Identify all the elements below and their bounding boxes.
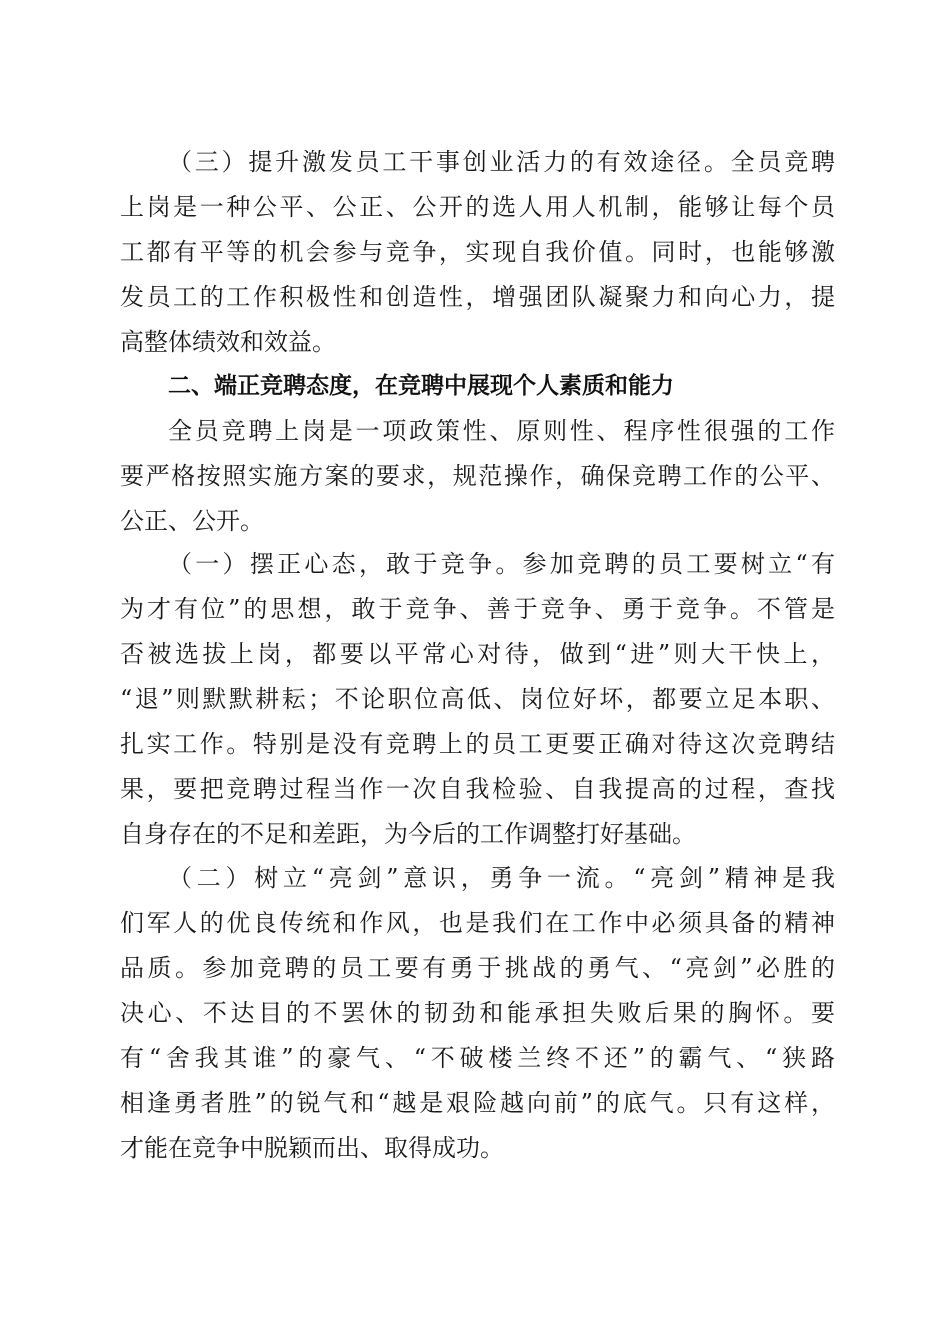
paragraph-2-line-5: 有“舍我其谁”的豪气、“不破楼兰终不还”的霸气、“狭路 — [120, 1044, 835, 1072]
paragraph-2-line-7: 才能在竞争中脱颖而出、取得成功。 — [120, 1134, 504, 1162]
paragraph-1-line-6: 果，要把竞聘过程当作一次自我检验、自我提高的过程，查找 — [120, 775, 835, 803]
paragraph-1-line-3: 否被选拔上岗，都要以平常心对待，做到“进”则大干快上， — [120, 640, 835, 668]
paragraph-3-line-2: 上岗是一种公平、公正、公开的选人用人机制，能够让每个员 — [120, 193, 835, 221]
intro-line-1: 全员竞聘上岗是一项政策性、原则性、程序性很强的工作 — [168, 417, 835, 445]
paragraph-2-line-3: 品质。参加竞聘的员工要有勇于挑战的勇气、“亮剑”必胜的 — [120, 954, 835, 982]
paragraph-2-line-2: 们军人的优良传统和作风，也是我们在工作中必须具备的精神 — [120, 909, 835, 937]
paragraph-2-line-6: 相逢勇者胜”的锐气和“越是艰险越向前”的底气。只有这样， — [120, 1089, 835, 1117]
paragraph-1-line-2: 为才有位”的思想，敢于竞争、善于竞争、勇于竞争。不管是 — [120, 595, 835, 623]
paragraph-1-line-5: 扎实工作。特别是没有竞聘上的员工更要正确对待这次竞聘结 — [120, 730, 835, 758]
paragraph-1-line-1: （一）摆正心态，敢于竞争。参加竞聘的员工要树立“有 — [168, 550, 835, 578]
intro-line-2: 要严格按照实施方案的要求，规范操作，确保竞聘工作的公平、 — [120, 462, 835, 490]
intro-line-3: 公正、公开。 — [120, 507, 264, 535]
section-heading: 二、端正竞聘态度，在竞聘中展现个人素质和能力 — [168, 373, 674, 399]
paragraph-1-line-7: 自身存在的不足和差距，为今后的工作调整打好基础。 — [120, 820, 696, 848]
paragraph-3-line-1: （三）提升激发员工干事创业活力的有效途径。全员竞聘 — [168, 148, 835, 176]
paragraph-2-line-4: 决心、不达目的不罢休的韧劲和能承担失败后果的胸怀。要 — [120, 999, 835, 1027]
paragraph-3-line-5: 高整体绩效和效益。 — [120, 328, 336, 356]
paragraph-1-line-4: “退”则默默耕耘；不论职位高低、岗位好坏，都要立足本职、 — [120, 685, 835, 713]
paragraph-3-line-3: 工都有平等的机会参与竞争，实现自我价值。同时，也能够激 — [120, 238, 835, 266]
paragraph-2-line-1: （二）树立“亮剑”意识，勇争一流。“亮剑”精神是我 — [168, 864, 835, 892]
paragraph-3-line-4: 发员工的工作积极性和创造性，增强团队凝聚力和向心力，提 — [120, 283, 835, 311]
